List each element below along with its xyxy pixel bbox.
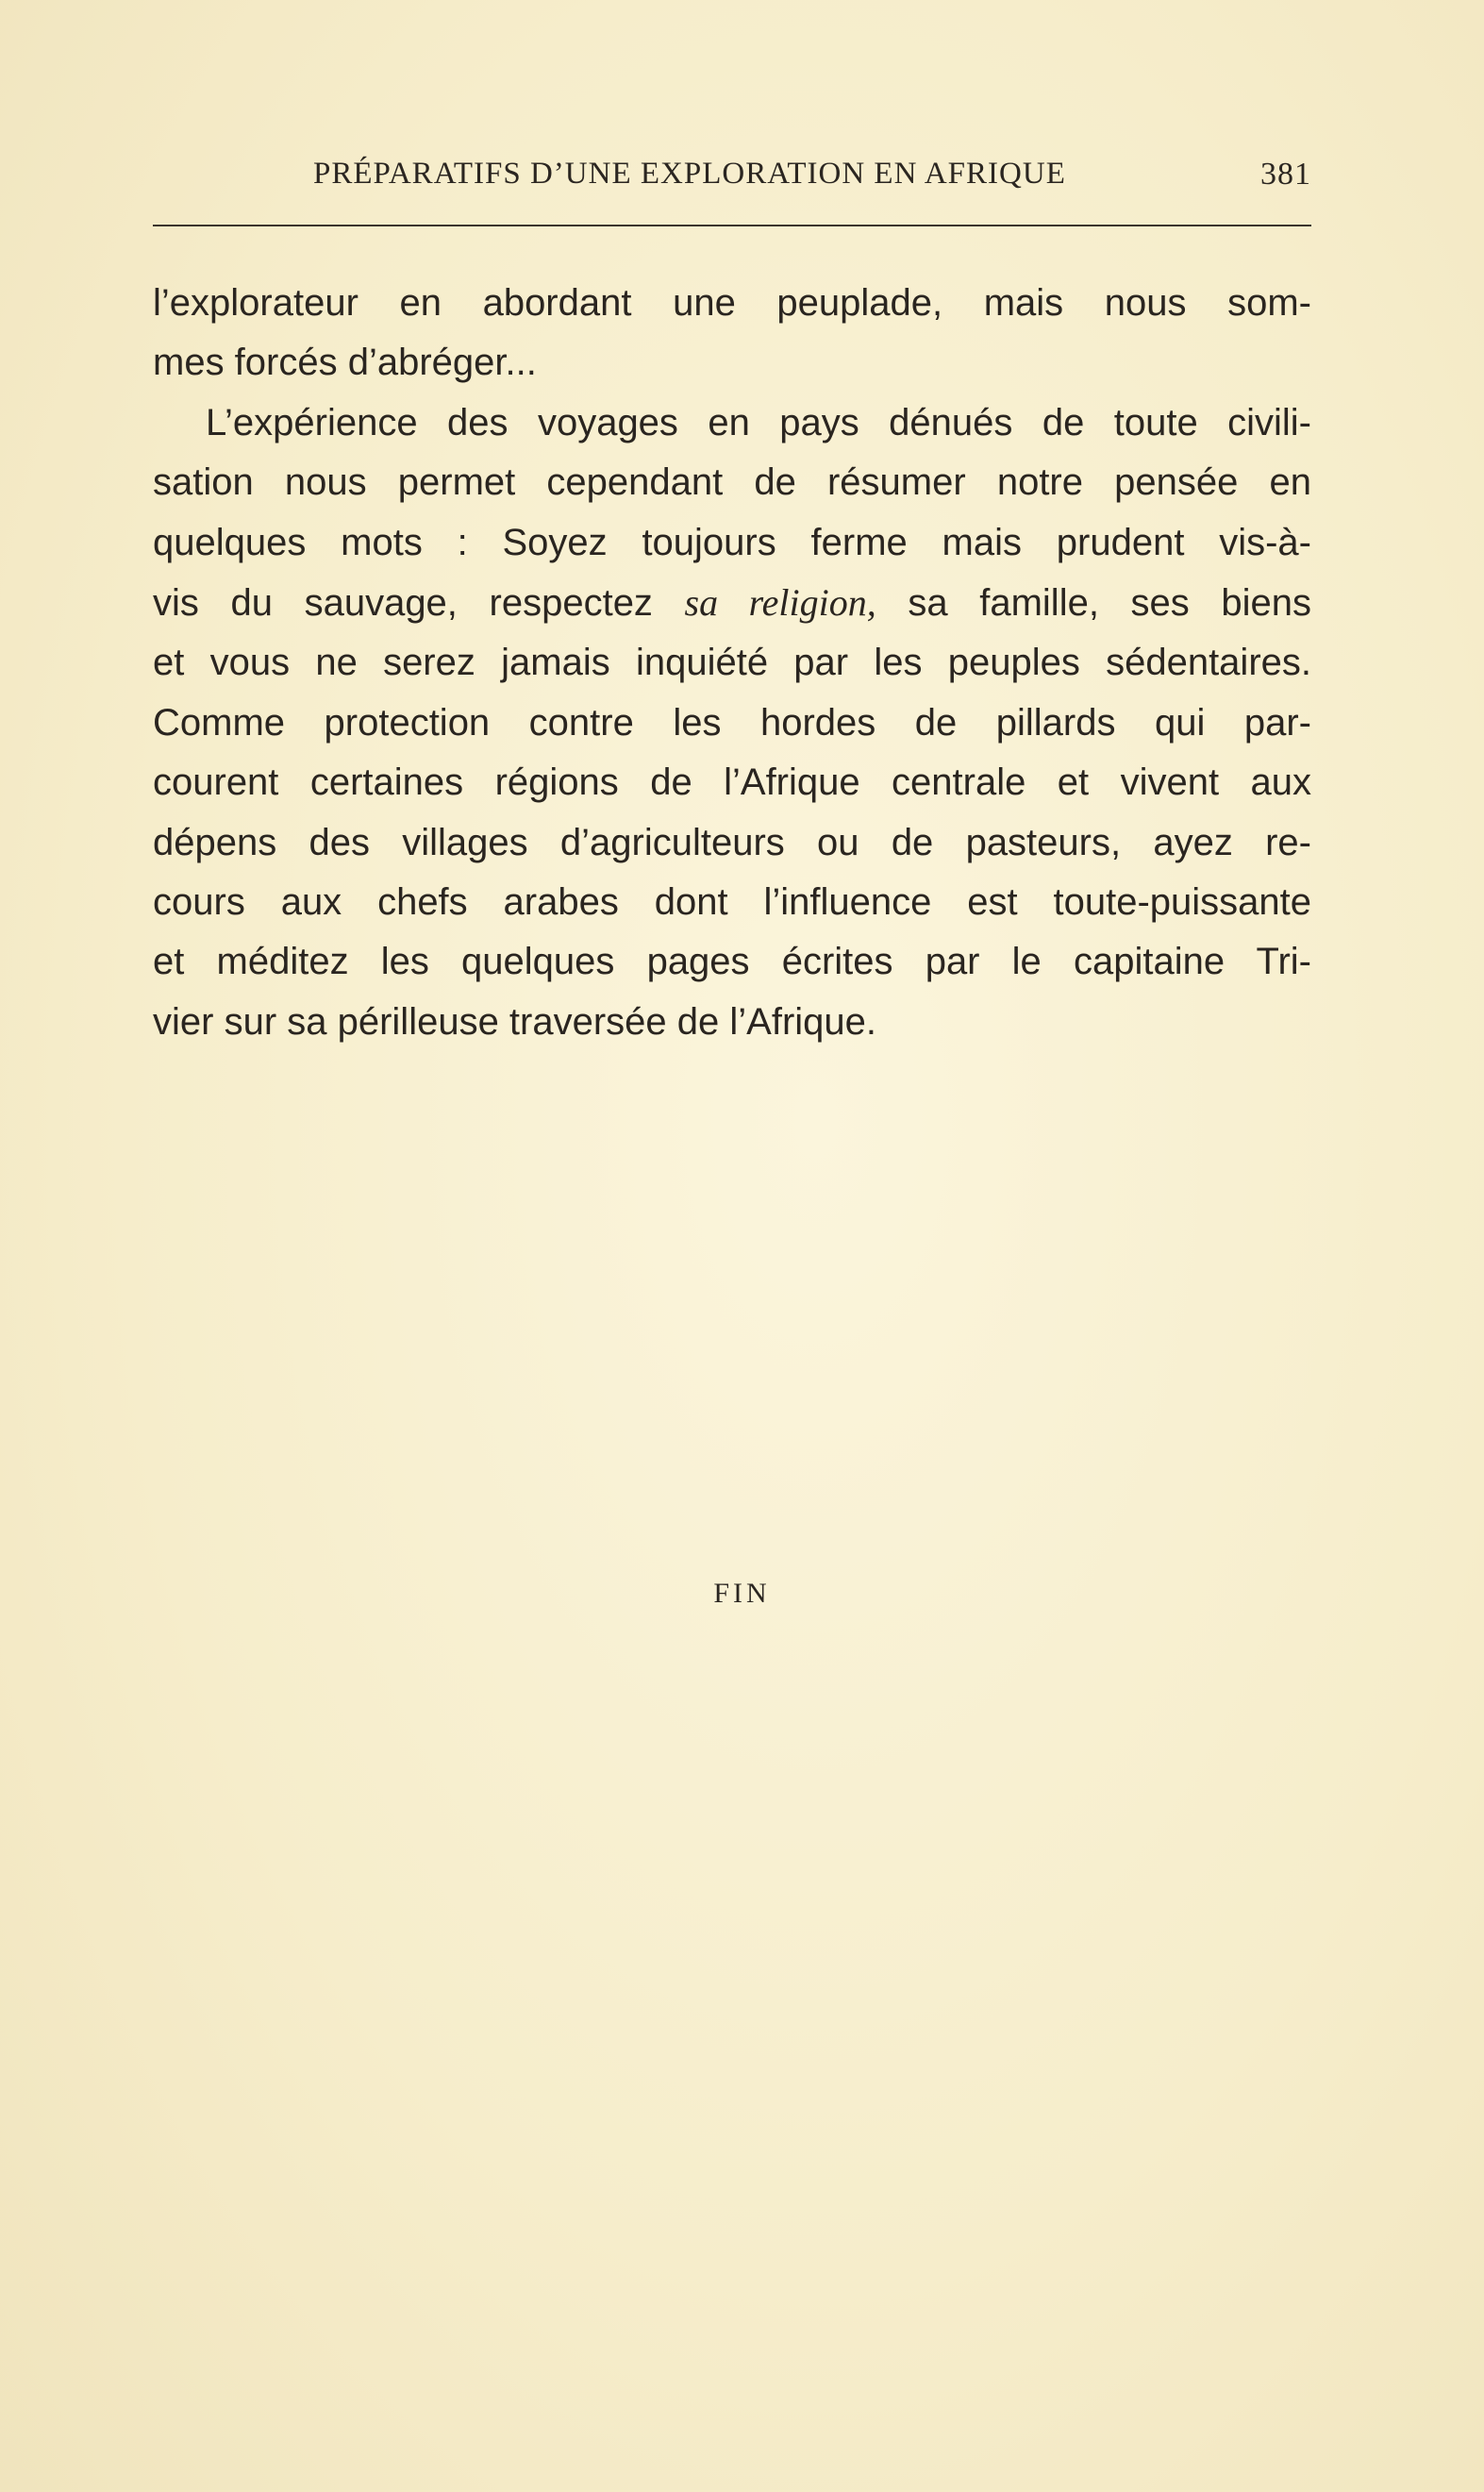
text-line: dépens des villages d’agriculteurs ou de pasteurs, ayez re-	[153, 821, 1311, 863]
header-rule	[153, 225, 1311, 226]
running-title: PRÉPARATIFS D’UNE EXPLORATION EN AFRIQUE	[313, 157, 1066, 191]
text-line: et vous ne serez jamais inquiété par les peuples sédentaires.	[153, 642, 1311, 684]
text-line	[153, 573, 1311, 633]
text-line: sation nous permet cependant de résumer notre pensée en	[153, 461, 1311, 504]
text-line: et méditez les quelques pages écrites par le capitaine Tri-	[153, 941, 1311, 983]
text-line: Comme protection contre les hordes de pillards qui par-	[153, 701, 1311, 744]
body-text	[153, 274, 1311, 1052]
text-line: courent certaines régions de l’Afrique centrale et vivent aux	[153, 761, 1311, 804]
text-line: cours aux chefs arabes dont l’influence est toute-puissante	[153, 881, 1311, 924]
fin-label: FIN	[713, 1578, 771, 1609]
text-segment: vis du sauvage, respectez	[153, 582, 653, 625]
text-line: quelques mots : Soyez toujours ferme mais prudent vis-à-	[153, 521, 1311, 563]
text-segment: sa famille, ses biens	[908, 582, 1311, 625]
text-line: l’explorateur en abordant une peuplade, mais nous som-	[153, 282, 1311, 324]
page-number: 381	[1260, 157, 1311, 192]
text-line: mes forcés d’abréger...	[153, 342, 537, 384]
text-line: vier sur sa périlleuse traversée de l’Afrique.	[153, 1000, 877, 1043]
italic-emphasis: sa religion,	[684, 581, 876, 625]
paragraph-first-line: L’expérience des voyages en pays dénués de toute civili-	[206, 401, 1311, 443]
running-head	[153, 149, 1311, 206]
